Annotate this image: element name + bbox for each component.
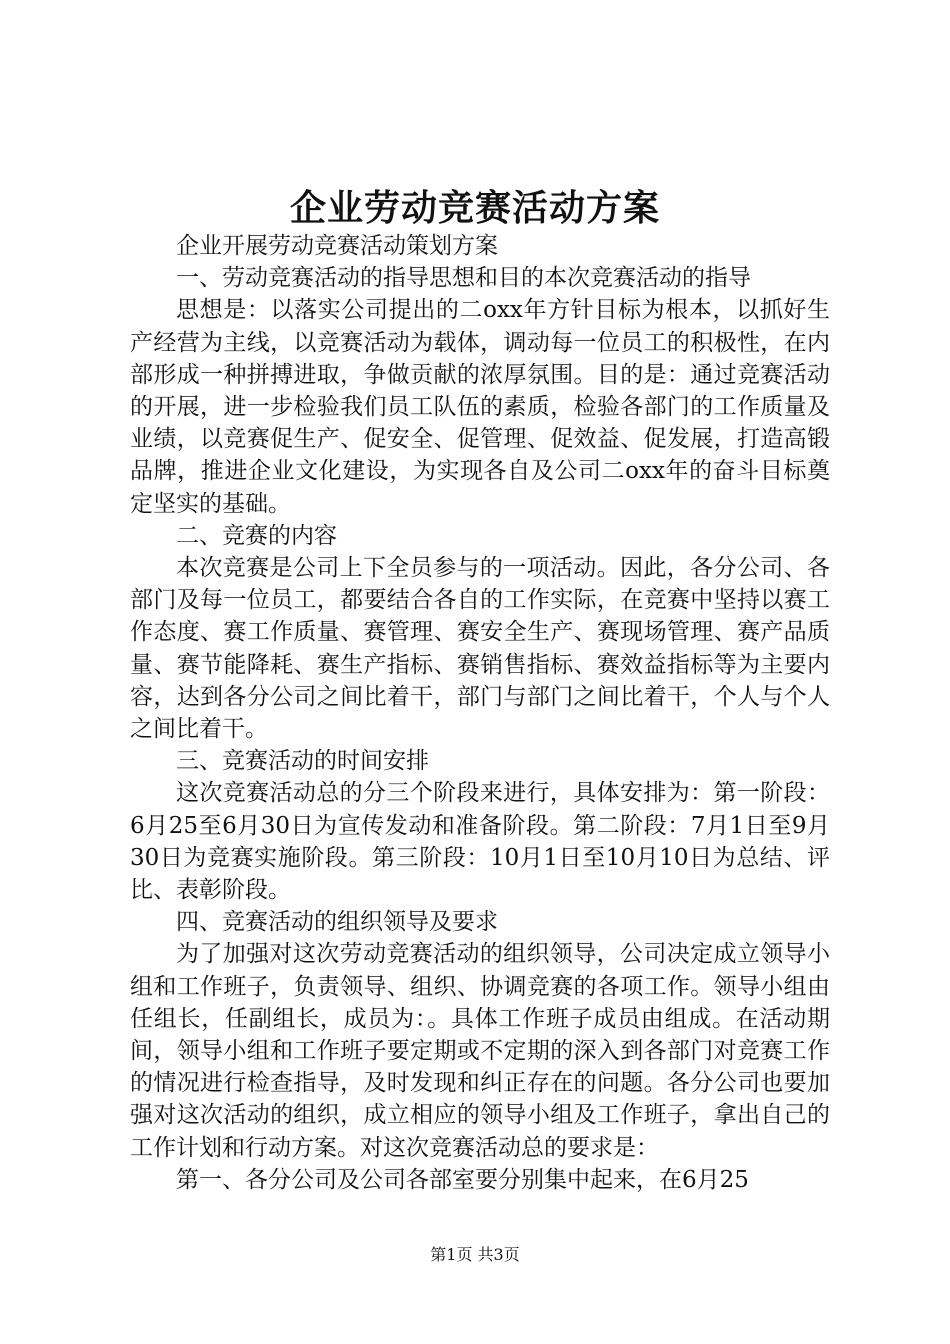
section-heading-2: 二、竞赛的内容 <box>176 522 337 549</box>
document-title: 企业劳动竞赛活动方案 <box>289 187 660 229</box>
page-footer: 第1页 共3页 <box>430 1245 520 1264</box>
paragraph: 第一、各分公司及公司各部室要分别集中起来，在6月25 <box>176 1166 749 1193</box>
paragraph: 思想是：以落实公司提出的二oxx年方针目标为根本，以抓好生产经营为主线，以竞赛活动为载体，调动每一位员工的积极性，在内部形成一种拼搏进取，争做贡献的浓厚氛围。目的是：通过竞赛活动的开展，进一步检验我们员工队伍的素质，检验各部门的工作质量及业绩，以竞赛促生产、促安全、促管理、促效益、促发展，打造高锻品牌，推进企业文化建设，为实现各自及公司二oxx年的奋斗目标奠定坚实的基础。 <box>130 297 830 517</box>
section-heading-1: 一、劳动竞赛活动的指导思想和目的本次竞赛活动的指导 <box>176 265 751 292</box>
section-heading-3: 三、竞赛活动的时间安排 <box>176 748 429 775</box>
document-body <box>130 230 830 1196</box>
paragraph: 这次竞赛活动总的分三个阶段来进行，具体安排为：第一阶段：6月25至6月30日为宣传发动和准备阶段。第二阶段：7月1日至9月30日为竞赛实施阶段。第三阶段：10月1日至10月10日为总结、评比、表彰阶段。 <box>130 780 830 904</box>
paragraph: 本次竞赛是公司上下全员参与的一项活动。因此，各分公司、各部门及每一位员工，都要结合各自的工作实际，在竞赛中坚持以赛工作态度、赛工作质量、赛管理、赛安全生产、赛现场管理、赛产品质量、赛节能降耗、赛生产指标、赛销售指标、赛效益指标等为主要内容，达到各分公司之间比着干，部门与部门之间比着干，个人与个人之间比着干。 <box>130 555 830 743</box>
section-heading-4: 四、竞赛活动的组织领导及要求 <box>176 909 498 936</box>
paragraph: 为了加强对这次劳动竞赛活动的组织领导，公司决定成立领导小组和工作班子，负责领导、组织、协调竞赛的各项工作。领导小组由任组长，任副组长，成员为：。具体工作班子成员由组成。在活动期间，领导小组和工作班子要定期或不定期的深入到各部门对竞赛工作的情况进行检查指导，及时发现和纠正存在的问题。各分公司也要加强对这次活动的组织，成立相应的领导小组及工作班子，拿出自己的工作计划和行动方案。对这次竞赛活动总的要求是： <box>130 941 830 1161</box>
paragraph-subtitle: 企业开展劳动竞赛活动策划方案 <box>176 233 498 259</box>
